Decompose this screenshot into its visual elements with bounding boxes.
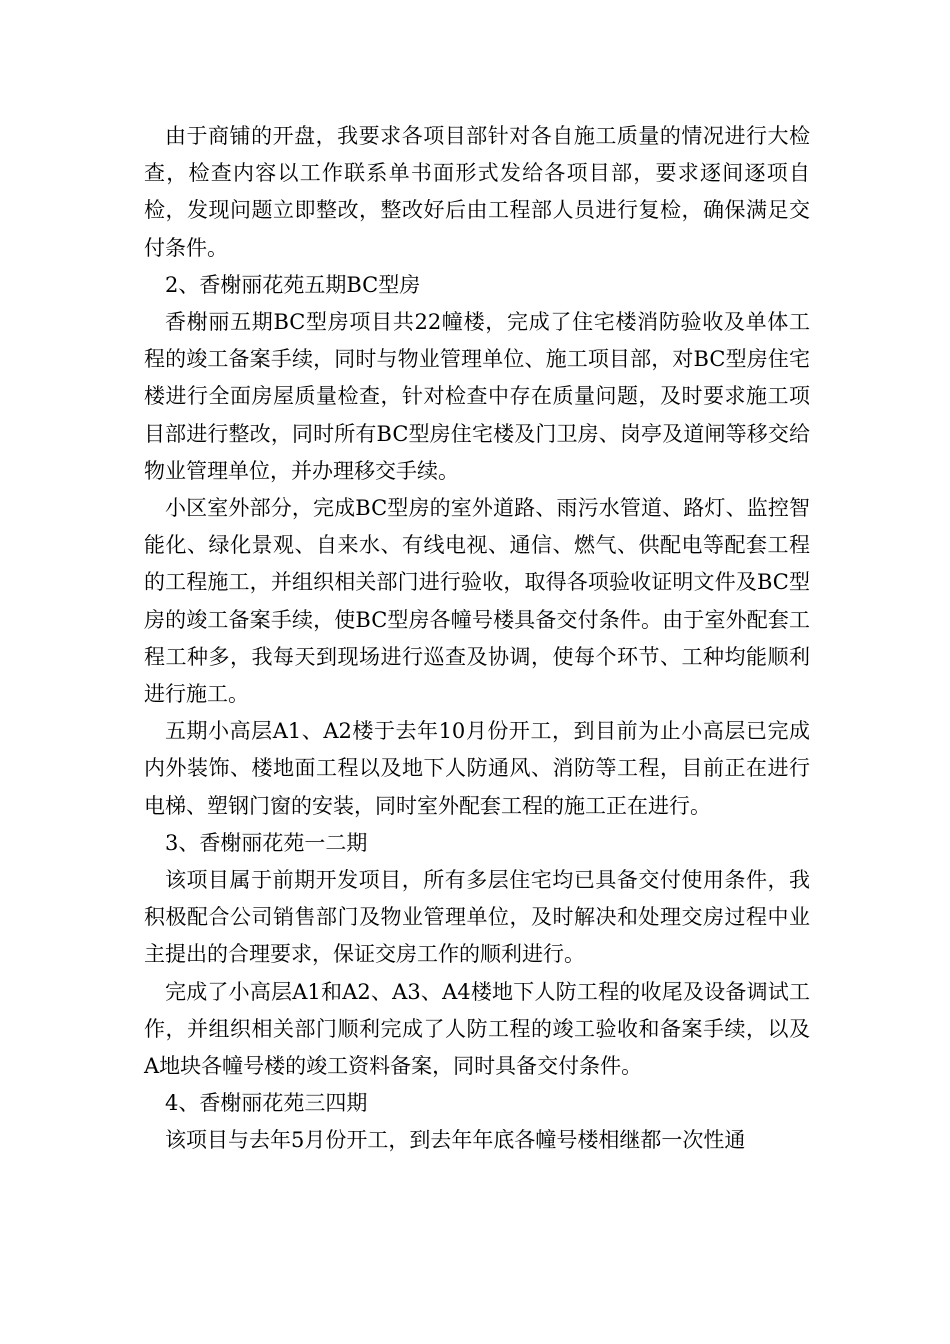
paragraph-phase3-4-progress: 该项目与去年5月份开工，到去年年底各幢号楼相继都一次性通: [165, 1128, 746, 1153]
paragraph-outdoor-works: 小区室外部分，完成BC型房的室外道路、雨污水管道、路灯、监控智能化、绿化景观、自来水、有线电视、通信、燃气、供配电等配套工程的工程施工，并组织相关部门进行验收，取得各项验收证明文件及BC型房的竣工备案手续，使BC型房各幢号楼具备交付条件。由于室外配套工程工种多，我每天到现场进行巡查及协调，使每个环节、工种均能顺利进行施工。: [144, 496, 810, 707]
paragraph-phase5-bc-project: 香榭丽五期BC型房项目共22幢楼，完成了住宅楼消防验收及单体工程的竣工备案手续，同时与物业管理单位、施工项目部，对BC型房住宅楼进行全面房屋质量检查，针对检查中存在质量问题，及时要求施工项目部进行整改，同时所有BC型房住宅楼及门卫房、岗亭及道闸等移交给物业管理单位，并办理移交手续。: [144, 310, 810, 483]
paragraph-shop-quality-check: 由于商铺的开盘，我要求各项目部针对各自施工质量的情况进行大检查，检查内容以工作联系单书面形式发给各项目部，要求逐间逐项自检，发现问题立即整改，整改好后由工程部人员进行复检，确保满足交付条件。: [144, 124, 810, 260]
document-body: [144, 118, 810, 1160]
paragraph-phase1-2-delivery: 该项目属于前期开发项目，所有多层住宅均已具备交付使用条件，我积极配合公司销售部门及物业管理单位，及时解决和处理交房过程中业主提出的合理要求，保证交房工作的顺利进行。: [144, 868, 810, 967]
paragraph-civil-defense-works: 完成了小高层A1和A2、A3、A4楼地下人防工程的收尾及设备调试工作，并组织相关部门顺利完成了人防工程的竣工验收和备案手续，以及A地块各幢号楼的竣工资料备案，同时具备交付条件。: [144, 979, 810, 1079]
section-heading-phase5-bc: 2、香榭丽花苑五期BC型房: [165, 272, 421, 297]
section-heading-phase3-4: 4、香榭丽花苑三四期: [165, 1091, 368, 1116]
paragraph-phase5-high-rise: 五期小高层A1、A2楼于去年10月份开工，到目前为止小高层已完成内外装饰、楼地面工程以及地下人防通风、消防等工程，目前正在进行电梯、塑钢门窗的安装，同时室外配套工程的施工正在进行。: [144, 719, 810, 818]
section-heading-phase1-2: 3、香榭丽花苑一二期: [165, 830, 368, 855]
